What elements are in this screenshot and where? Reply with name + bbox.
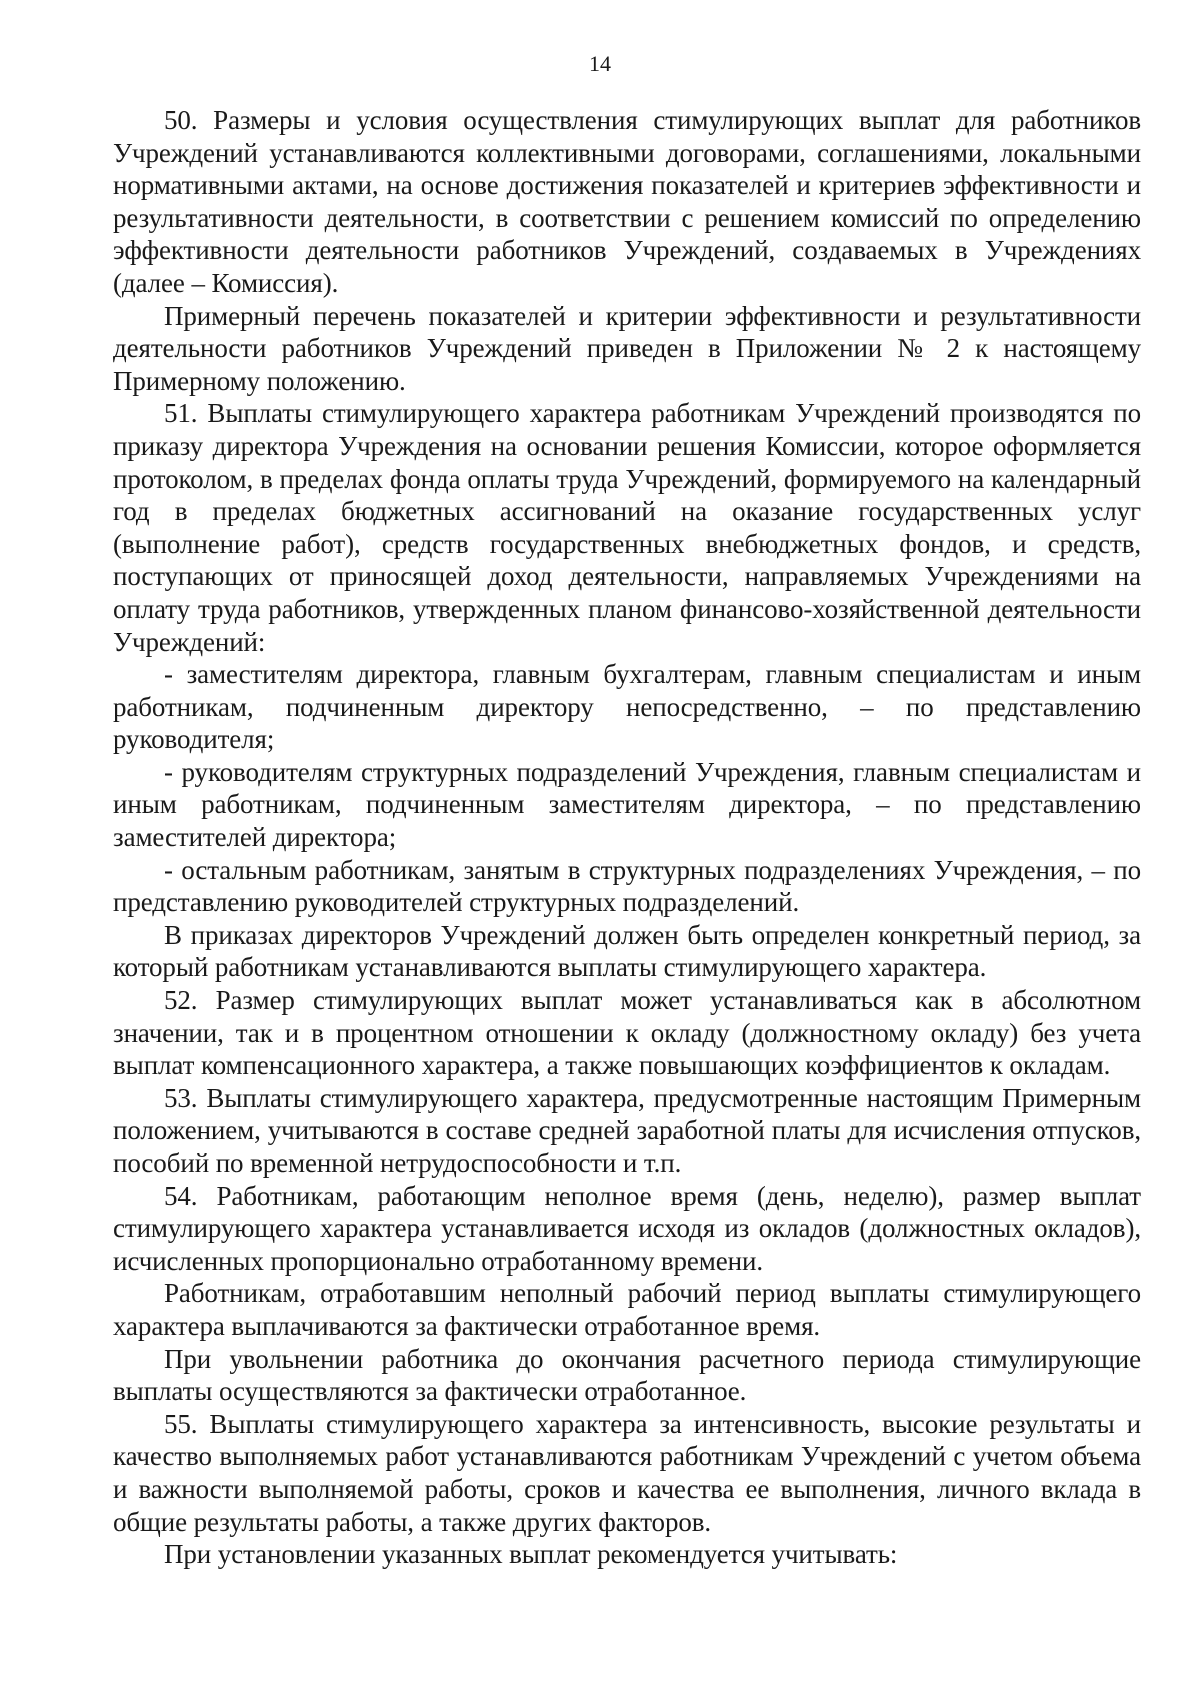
- list-item-other-employees: - остальным работникам, занятым в структурных подразделениях Учреждения, – по представлению руководителей структурных подразделений.: [113, 854, 1141, 918]
- paragraph-51: 51. Выплаты стимулирующего характера работникам Учреждений производятся по приказу директора Учреждения на основании решения Комиссии, которое оформляется протоколом, в пределах фонда оплаты труда Учреждений, формируемого на календарный год в пределах бюджетных ассигнований на оказание государственных услуг (выполнение работ), средств государственных внебюджетных фондов, и средств, поступающих от приносящей доход деятельности, направляемых Учреждениями на оплату труда работников, утвержденных планом финансово-хозяйственной деятельности Учреждений:: [113, 398, 1141, 657]
- paragraph-recommendations: При установлении указанных выплат рекомендуется учитывать:: [164, 1539, 898, 1570]
- paragraph-partial-period: Работникам, отработавшим неполный рабочий период выплаты стимулирующего характера выплачиваются за фактически отработанное время.: [113, 1278, 1141, 1341]
- paragraph-52: 52. Размер стимулирующих выплат может устанавливаться как в абсолютном значении, так и в процентном отношении к окладу (должностному окладу) без учета выплат компенсационного характера, а также повышающих коэффициентов к окладам.: [113, 985, 1141, 1081]
- list-item-department-heads: - руководителям структурных подразделений Учреждения, главным специалистам и иным работникам, подчиненным заместителям директора, – по представлению заместителей директора;: [113, 756, 1141, 853]
- page-number: 14: [589, 51, 611, 76]
- paragraph-orders-period: В приказах директоров Учреждений должен быть определен конкретный период, за который работникам устанавливаются выплаты стимулирующего характера.: [113, 919, 1141, 983]
- paragraph-50: 50. Размеры и условия осуществления стимулирующих выплат для работников Учреждений устанавливаются коллективными договорами, соглашениями, локальными нормативными актами, на основе достижения показателей и критериев эффективности и результативности деятельности, в соответствии с решением комиссий по определению эффективности деятельности работников Учреждений, создаваемых в Учреждениях (далее – Комиссия).: [113, 105, 1141, 298]
- paragraph-53: 53. Выплаты стимулирующего характера, предусмотренные настоящим Примерным положением, учитываются в составе средней заработной платы для исчисления отпусков, пособий по временной нетрудоспособности и т.п.: [113, 1082, 1141, 1178]
- paragraph-criteria-list-reference: Примерный перечень показателей и критерии эффективности и результативности деятельности работников Учреждений приведен в Приложении № 2 к настоящему Примерному положению.: [113, 300, 1141, 396]
- paragraph-54: 54. Работникам, работающим неполное время (день, неделю), размер выплат стимулирующего характера устанавливается исходя из окладов (должностных окладов), исчисленных пропорционально отработанному времени.: [113, 1180, 1141, 1276]
- paragraph-55: 55. Выплаты стимулирующего характера за интенсивность, высокие результаты и качество выполняемых работ устанавливаются работникам Учреждений с учетом объема и важности выполняемой работы, сроков и качества ее выполнения, личного вклада в общие результаты работы, а также других факторов.: [113, 1408, 1141, 1537]
- list-item-deputies: - заместителям директора, главным бухгалтерам, главным специалистам и иным работникам, подчиненным директору непосредственно, – по представлению руководителя;: [113, 659, 1141, 755]
- document-body: [113, 104, 1141, 1571]
- paragraph-dismissal: При увольнении работника до окончания расчетного периода стимулирующие выплаты осуществляются за фактически отработанное.: [113, 1343, 1141, 1407]
